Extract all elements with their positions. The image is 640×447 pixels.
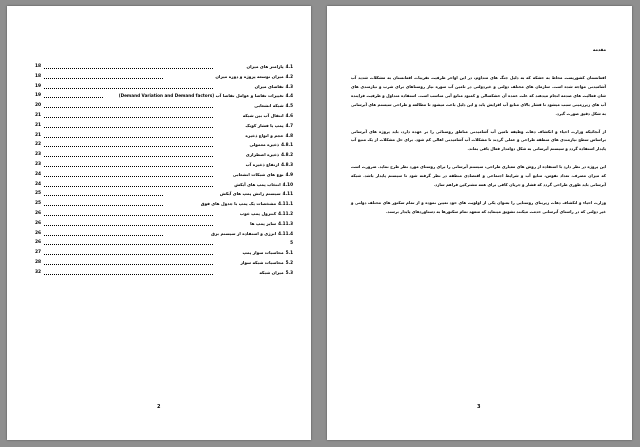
toc-entry[interactable] [35,111,293,121]
toc-entry-title [250,219,293,229]
toc-entry-title [247,62,293,72]
toc-entry-title [246,160,293,170]
toc-entry[interactable] [35,199,293,209]
toc-page-number: 24 [35,181,42,187]
toc-page-number: 21 [35,132,42,138]
toc-entry[interactable] [35,219,293,229]
toc-entry-title [245,131,293,141]
toc-page-number: 26 [35,220,42,226]
toc-page-number: 21 [35,122,42,128]
toc-entry-number: 4.2 [285,73,293,79]
toc-entry-text: تقاضای میزان [254,83,284,89]
toc-entry-text: سیستم رانش پمپ های آبکش [219,191,281,197]
toc-entry-text: میزان شبکه [259,269,284,275]
toc-dot-leader [44,225,213,226]
toc-entry[interactable] [35,150,293,160]
toc-entry-number: 4.4 [285,93,293,99]
toc-entry-number: 5.1 [285,250,293,256]
toc-page-number: 19 [35,83,42,89]
toc-dot-leader [44,215,213,216]
toc-entry-text: ذخیره اضطراری [245,152,280,158]
toc-entry-text: سایز پمپ ها [250,220,277,226]
toc-page-number: 25 [35,191,42,197]
toc-entry[interactable] [35,189,293,199]
toc-entry-text: محاسبات سوار پمپ [242,250,284,256]
toc-page-number: 26 [35,210,42,216]
toc-page-number: 20 [35,103,42,109]
toc-entry-number: 4.11 [282,191,293,197]
toc-entry-number: 5.3 [285,269,293,275]
toc-page-number: 21 [35,112,42,118]
toc-entry-title [234,180,293,190]
toc-entry-number: 5.2 [285,259,293,265]
toc-entry-title [215,72,293,82]
toc-entry-text: حجم و انواع ذخیره [245,132,284,138]
toc-page-number: 23 [35,161,42,167]
toc-entry[interactable] [35,160,293,170]
toc-page-number: 19 [35,93,42,99]
toc-entry-number: 4.8.1 [281,142,293,148]
toc-entry[interactable] [35,72,293,82]
toc-dot-leader [44,176,213,177]
page-number: 2 [157,404,161,410]
toc-dot-leader [44,78,163,79]
toc-entry-title [240,258,293,268]
toc-entry-title [211,229,293,239]
toc-entry[interactable] [35,121,293,131]
toc-entry-number: 5 [290,240,293,246]
toc-entry-title [119,91,293,101]
toc-dot-leader [44,117,213,118]
toc-entry-number: 4.3 [285,83,293,89]
toc-dot-leader [44,186,213,187]
toc-dot-leader [44,166,213,167]
toc-entry[interactable] [35,101,293,111]
toc-entry-title [240,209,293,219]
toc-page-number: 18 [35,73,42,79]
toc-page-number: 22 [35,142,42,148]
toc-page-number: 28 [35,259,42,265]
toc-dot-leader [44,127,213,128]
toc-entry-title [243,111,293,121]
toc-page-number: 18 [35,64,42,69]
paragraph: این پروژه در نظر دارد با استفاده از روش های معیاری طراحی، سیستم آبرسانی را برای روستای مورد نظر طرح نماید. ضرورت است که میزان مصرف، تعداد نفوس، منابع آب و شرایط اجتماعی و اقتصادی منطقه در نظر گرفته شود تا سیستم پایدار باشد. شبکه آبرسانی باید طوری طراحی گردد که فشار و جریان کافی برای همه مشترکین فراهم سازد. [351,164,606,188]
toc-page-number: 26 [35,240,42,246]
toc-entry[interactable] [35,229,293,239]
toc-entry[interactable] [35,140,293,150]
toc-entry-text: انتخاب پمپ های آبکش [234,181,281,187]
toc-entry-number: 4.11.4 [278,230,293,236]
toc-entry-text: ارتفاع ذخیره آب [245,161,280,167]
toc-dot-leader [44,88,213,89]
toc-entry[interactable] [35,62,293,72]
toc-entry-title [245,121,293,131]
toc-entry-number: 4.11.1 [278,201,293,207]
page-number: 3 [477,404,481,410]
paragraph: وزارت احیاء و انکشاف دهات زیربنای روستایی را بعنوان یکی از اولویت های خود تعیین نموده و از تمام سکتور های مختلف دولتی و غیر دولتی که در راستای آبرسانی خدمت میکنند تشویق مینماید که متعهد تمام سکتورها به دستاوردهای پایدار برسند. [351,199,606,214]
toc-entry[interactable] [35,248,293,258]
toc-entry-text: شبکه انشعابی [254,103,284,109]
section-heading: مقدمه [592,47,606,52]
toc-entry[interactable] [35,180,293,190]
right-page [327,6,632,440]
toc-page-number: 26 [35,230,42,236]
toc-entry-text: انرژی و استفاده از سیستم برق [211,230,277,236]
toc-entry-title [220,189,293,199]
toc-dot-leader [44,254,213,255]
paragraph: از آنجائیکه وزارت احیاء و انکشاف دهات وظیفه تامین آب آشامیدنی مناطق روستائی را بر عهده دارد، باید پروژه های آبرسانی براساس سطح نیازمندی های منطقه طراحی و عملی گردند تا مشکلات آب آشامیدنی اهالی کم شود. برای حل مشکلات از یک منبع آب پایدار استفاده گردد و سیستم آبرسانی به شکل دوامدار فعال باقی بماند. [351,128,606,152]
toc-entry[interactable] [35,238,293,248]
toc-page-number: 32 [35,269,42,275]
toc-entry-number: 4.8 [285,132,293,138]
toc-entry[interactable] [35,268,293,278]
toc-page-number: 24 [35,171,42,177]
toc-entry-title [242,248,293,258]
toc-entry[interactable] [35,170,293,180]
toc-entry-text: کنترول پمپ خوب [239,210,277,216]
body-text [351,74,606,226]
toc-entry-text: ذخیره معمولی [249,142,280,148]
toc-dot-leader [44,205,163,206]
toc-dot-leader [44,97,103,98]
toc-entry-number: 4.11.3 [278,220,293,226]
toc-entry-title [246,150,293,160]
toc-page-number: 23 [35,152,42,158]
toc-entry-number: 4.7 [285,122,293,128]
toc-entry-text: انتقال آب بین شبکه [242,112,284,118]
toc-entry-text: مشخصات یک پمپ با جدول های فوق [200,201,277,207]
toc-entry-number: 4.10 [282,181,293,187]
toc-entry-text: پارامتر های میزان [246,64,284,69]
toc-entry[interactable] [35,131,293,141]
paragraph: افغانستان کشوریست محاط به خشکه که به دلیل جنگ های متداوم، در این اواخر ظرفیت تقریبات افغانستان به مشکلات شدید آب آشامیدنی مواجه شده است. سازمان های مختلف دولتی و غیردولتی در تامین آب سوره نیاز روستاهای برای شرب و نیازمندی های شان فعالیت های صدمه انجام میدهند که علت عمده آن خشکسالی و کمبود منابع آبی مناسب است. استفاده متداول و ظرفیت فزاینده آب های زیرزمینی سبب میشود تا فشار بالای منابع آب افزایش یابد و این دلیل باعث میشود تا مطالعه و طراحی سیستم های آبرسانی به شکل دقیق صورت گیرد. [351,75,606,116]
toc-entry-number: 4.6 [285,112,293,118]
toc-entry-text: میزان توسعه پروژه و دوره میزان [215,73,284,79]
toc-entry-text: نوع های شبکات انشعابی [232,171,284,177]
toc-entry-number: 4.5 [285,103,293,109]
toc-entry-title [233,170,293,180]
toc-dot-leader [44,68,213,69]
toc-entry-text: تغییرات تقاضا و عوامل تقاضا آب (Demand Variation and Demand factors) [118,93,284,99]
toc-entry-title [249,140,293,150]
toc-entry-text: محاسبات شبکه سوار [240,259,284,265]
toc-dot-leader [44,156,213,157]
toc-dot-leader [44,244,213,245]
toc-dot-leader [44,146,213,147]
toc-entry-title [259,268,293,278]
toc-entry-number: 4.8.2 [281,152,293,158]
toc-dot-leader [44,137,213,138]
toc-entry-title [255,82,293,92]
toc-entry-number: 4.8.3 [281,161,293,167]
toc-entry-text: پمپ یا فشار کوبک [245,122,284,128]
toc-entry[interactable] [35,209,293,219]
left-page [7,6,311,440]
toc-page-number: 25 [35,201,42,207]
toc-dot-leader [44,235,163,236]
toc-dot-leader [44,264,213,265]
toc-page-number: 27 [35,250,42,256]
toc-dot-leader [44,274,213,275]
toc-entry-number: 4.11.2 [278,210,293,216]
toc-entry-title [288,238,293,248]
toc-entry-number: 4.9 [285,171,293,177]
table-of-contents [35,62,293,278]
toc-entry-number: 4.1 [285,64,293,69]
toc-entry[interactable] [35,258,293,268]
toc-entry-title [201,199,293,209]
toc-dot-leader [44,107,213,108]
toc-entry-title [254,101,293,111]
toc-dot-leader [44,195,163,196]
toc-entry[interactable] [35,91,293,101]
toc-entry[interactable] [35,82,293,92]
